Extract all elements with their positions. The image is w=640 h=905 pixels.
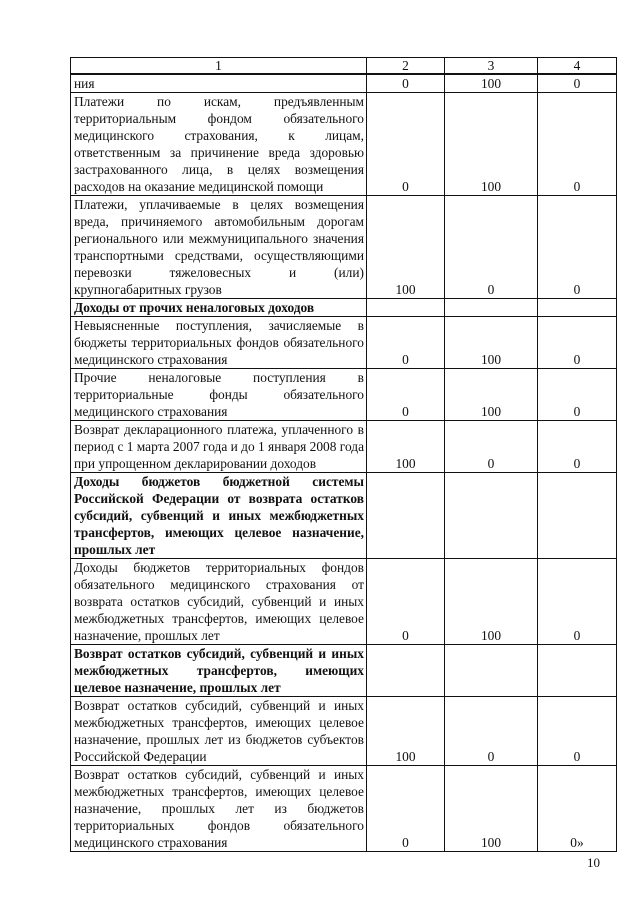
row-value-col2: 100	[367, 697, 445, 766]
section-heading: Доходы от прочих неналоговых доходов	[71, 299, 367, 317]
column-header-2: 2	[367, 58, 445, 75]
row-description: Платежи, уплачиваемые в целях возмещения вреда, причиняемого автомобильным дорогам регионального или межмуниципального значения транспортными средствами, осуществляющими перевозки тяжеловесных и (или) крупногабаритных грузов	[71, 196, 367, 299]
row-value-col3: 0	[445, 196, 538, 299]
row-description: Прочие неналоговые поступления в территориальные фонды обязательного медицинского страхования	[71, 369, 367, 421]
row-description: Доходы бюджетов территориальных фондов обязательного медицинского страхования от возврата остатков субсидий, субвенций и иных межбюджетных трансфертов, имеющих целевое назначение, прошлых лет	[71, 559, 367, 645]
row-value-col3: 100	[445, 369, 538, 421]
row-value-col2: 0	[367, 369, 445, 421]
row-value-col3: 100	[445, 93, 538, 196]
empty-cell	[367, 299, 445, 317]
table-row	[71, 74, 617, 93]
empty-cell	[445, 299, 538, 317]
row-value-col2: 0	[367, 559, 445, 645]
empty-cell	[538, 645, 617, 697]
row-value-col4: 0	[538, 74, 617, 93]
row-value-col3: 100	[445, 317, 538, 369]
row-description: Возврат остатков субсидий, субвенций и иных межбюджетных трансфертов, имеющих целевое назначение, прошлых лет из бюджетов территориальных фондов обязательного медицинского страхования	[71, 766, 367, 852]
column-header-3: 3	[445, 58, 538, 75]
empty-cell	[445, 645, 538, 697]
section-header-row	[71, 645, 617, 697]
table-row	[71, 766, 617, 852]
row-description: Невыясненные поступления, зачисляемые в бюджеты территориальных фондов обязательного медицинского страхования	[71, 317, 367, 369]
row-value-col4: 0	[538, 317, 617, 369]
column-header-4: 4	[538, 58, 617, 75]
column-header-1: 1	[71, 58, 367, 75]
table-row	[71, 317, 617, 369]
empty-cell	[445, 473, 538, 559]
row-value-col4: 0	[538, 369, 617, 421]
budget-table	[70, 57, 617, 852]
table-row	[71, 369, 617, 421]
row-value-col3: 100	[445, 766, 538, 852]
row-value-col2: 100	[367, 196, 445, 299]
table-row	[71, 196, 617, 299]
row-value-col3: 100	[445, 74, 538, 93]
row-value-col4: 0	[538, 93, 617, 196]
row-description: Платежи по искам, предъявленным территориальным фондом обязательного медицинского страхования, к лицам, ответственным за причинение вреда здоровью застрахованного лица, в целях возмещения расходов на оказание медицинской помощи	[71, 93, 367, 196]
row-description: ния	[71, 74, 367, 93]
row-value-col2: 0	[367, 317, 445, 369]
row-value-col4: 0	[538, 421, 617, 473]
row-value-col3: 0	[445, 421, 538, 473]
row-value-col3: 0	[445, 697, 538, 766]
table-row	[71, 559, 617, 645]
section-heading: Возврат остатков субсидий, субвенций и иных межбюджетных трансфертов, имеющих целевое назначение, прошлых лет	[71, 645, 367, 697]
row-value-col2: 0	[367, 766, 445, 852]
table-row	[71, 421, 617, 473]
section-header-row	[71, 299, 617, 317]
table-row	[71, 93, 617, 196]
row-value-col4: 0»	[538, 766, 617, 852]
row-value-col3: 100	[445, 559, 538, 645]
row-value-col4: 0	[538, 196, 617, 299]
section-heading: Доходы бюджетов бюджетной системы Российской Федерации от возврата остатков субсидий, субвенций и иных межбюджетных трансфертов, имеющих целевое назначение, прошлых лет	[71, 473, 367, 559]
page-number: 10	[587, 855, 600, 870]
row-value-col2: 100	[367, 421, 445, 473]
empty-cell	[367, 645, 445, 697]
empty-cell	[538, 299, 617, 317]
section-header-row	[71, 473, 617, 559]
row-value-col2: 0	[367, 93, 445, 196]
row-description: Возврат декларационного платежа, уплаченного в период с 1 марта 2007 года и до 1 января 2008 года при упрощенном декларировании доходов	[71, 421, 367, 473]
row-value-col4: 0	[538, 697, 617, 766]
row-description: Возврат остатков субсидий, субвенций и иных межбюджетных трансфертов, имеющих целевое назначение, прошлых лет из бюджетов субъектов Российской Федерации	[71, 697, 367, 766]
column-number-row	[71, 58, 617, 75]
row-value-col4: 0	[538, 559, 617, 645]
empty-cell	[538, 473, 617, 559]
table-row	[71, 697, 617, 766]
empty-cell	[367, 473, 445, 559]
row-value-col2: 0	[367, 74, 445, 93]
